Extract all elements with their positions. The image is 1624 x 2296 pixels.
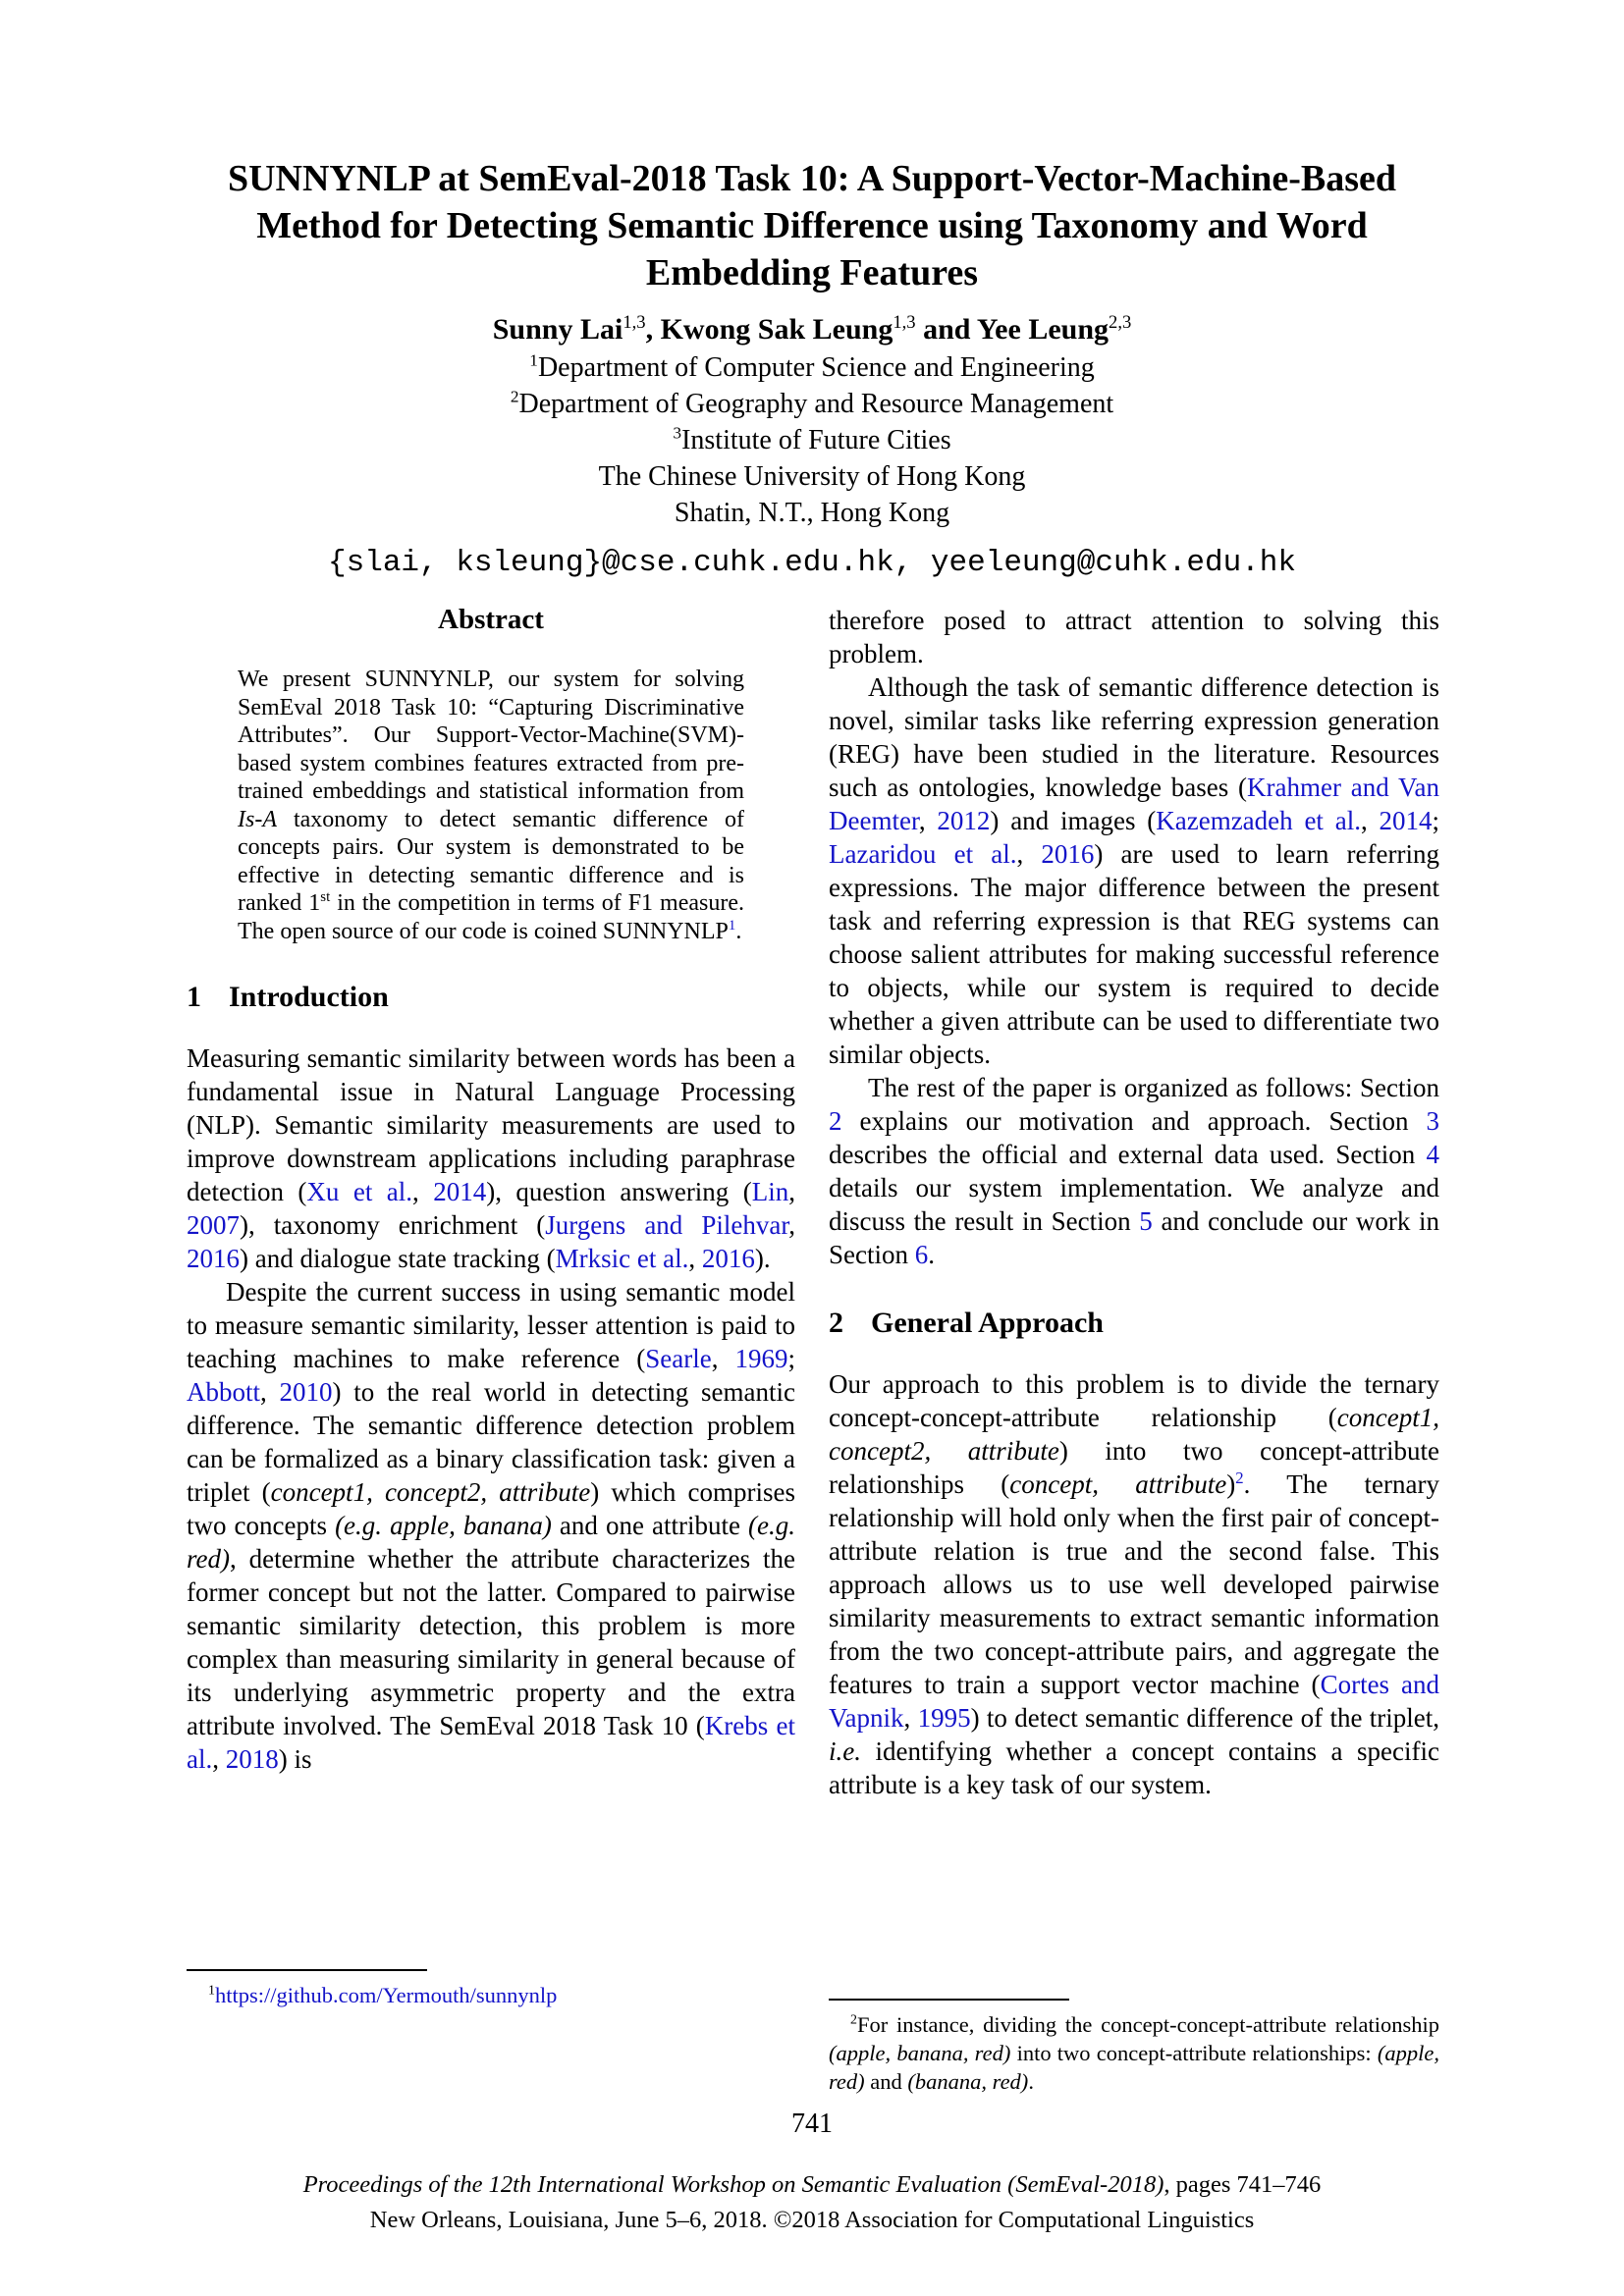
citation-link[interactable]: Kazemzadeh et al. — [1156, 806, 1361, 835]
text-segment: ) which comprises two concepts — [187, 1477, 795, 1540]
title-line: Embedding Features — [645, 252, 979, 294]
section-ref-link[interactable]: 6 — [914, 1240, 929, 1269]
text-segment: 1 — [529, 350, 538, 370]
text-segment: in the competition in terms of F1 measure. The open source of our code is coined SUNNYNLP — [238, 890, 744, 944]
section-ref-link[interactable]: 2 — [829, 1106, 842, 1136]
text-segment: . The ternary relationship will hold only when the first pair of concept-attribute relation is true and the second false. This approach allows us to use well developed pairwise similarity measurements to extract semantic information from the two concept-attribute pairs, and aggregate the features to train a support vector machine ( — [829, 1469, 1439, 1699]
citation-link[interactable]: Lazaridou et al. — [829, 839, 1017, 869]
text-segment: ) to the real world in detecting semantic difference. The semantic difference detection problem can be formalized as a binary classification task: given a triplet ( — [187, 1377, 795, 1507]
footnote-2-mark[interactable]: 2 — [1235, 1468, 1244, 1487]
text-segment: 2 — [850, 2012, 857, 2028]
affiliation-line — [0, 422, 1624, 458]
citation-link[interactable]: Searle — [645, 1344, 712, 1373]
text-segment: concept, attribute — [1009, 1469, 1227, 1499]
citation-link[interactable]: 2016 — [1041, 839, 1095, 869]
text-segment: , — [788, 1210, 795, 1240]
footer-proceedings-line — [0, 2167, 1624, 2203]
text-segment: i.e. — [829, 1736, 861, 1766]
text-segment: concept1, concept2, attribute — [829, 1403, 1439, 1466]
text-segment: We present SUNNYNLP, our system for solving SemEval 2018 Task 10: “Capturing Discriminative Attributes”. Our Support-Vector-Machine(SVM)-based system combines features extracted from pre-trained embeddings and statistical information from — [238, 667, 744, 804]
text-segment: (e.g. red) — [187, 1511, 795, 1574]
text-segment: Yee Leung — [976, 313, 1110, 346]
section-heading-general-approach — [829, 1307, 1439, 1340]
footnote-1-mark[interactable]: 1 — [728, 917, 736, 934]
text-segment: Department of Computer Science and Engineering — [537, 352, 1095, 383]
address-line — [0, 495, 1624, 531]
footnote-block — [187, 1969, 795, 2009]
footer-location-line: New Orleans, Louisiana, June 5–6, 2018. ©2018 Association for Computational Linguistics — [369, 2207, 1255, 2233]
paragraph-continuation — [829, 604, 1439, 670]
text-segment: . — [1028, 2069, 1034, 2094]
citation-link[interactable]: Xu et al. — [306, 1177, 413, 1206]
footer — [0, 2167, 1624, 2238]
text-segment: Sunny Lai — [492, 313, 623, 346]
text-segment: Institute of Future Cities — [681, 425, 951, 455]
text-segment: Kwong Sak Leung — [660, 313, 893, 346]
text-segment: ; — [1432, 806, 1440, 835]
text-segment: Our approach to this problem is to divide the ternary concept-concept-attribute relationship ( — [829, 1369, 1439, 1432]
text-segment: ) and images ( — [990, 806, 1157, 835]
section-heading-introduction — [187, 981, 795, 1014]
text-segment: ), question answering ( — [486, 1177, 752, 1206]
approach-paragraph — [829, 1367, 1439, 1801]
footnote-1 — [187, 1981, 795, 2009]
authors-line — [0, 310, 1624, 349]
text-segment: describes the official and external data used. Section — [829, 1140, 1427, 1169]
citation-link[interactable]: Abbott — [187, 1377, 261, 1407]
text-segment: Is-A — [238, 806, 277, 832]
section-ref-link[interactable]: 3 — [1426, 1106, 1439, 1136]
text-segment: , determine whether the attribute characterizes the former concept but not the latter. Compared to pairwise semantic similarity detection, this problem is more complex than measuring similarity in general because of its underlying asymmetric property and the extra attribute involved. The SemEval 2018 Task 10 ( — [187, 1544, 795, 1740]
citation-link[interactable]: Krahmer and Van Deemter — [829, 773, 1440, 835]
related-tasks-paragraph — [829, 670, 1439, 1071]
citation-link[interactable]: 2010 — [279, 1377, 333, 1407]
text-segment: identifying whether a concept contains a specific attribute is a key task of our system. — [829, 1736, 1439, 1799]
title-line: Method for Detecting Semantic Difference using Taxonomy and Word — [256, 205, 1368, 246]
text-segment: ) are used to learn referring expressions. The major difference between the present task and referring expression is that REG systems can choose salient attributes for making successful reference to objects, while our system is required to decide whether a given attribute can be used to differentiate two similar objects. — [829, 839, 1439, 1069]
section-ref-link[interactable]: 4 — [1426, 1140, 1439, 1169]
paper-outline-paragraph — [829, 1071, 1439, 1271]
text-segment: (apple, red) — [829, 2041, 1439, 2094]
footnote-2 — [829, 2010, 1439, 2096]
citation-link[interactable]: Krebs et al. — [187, 1711, 795, 1774]
text-segment: (banana, red) — [907, 2069, 1029, 2094]
intro-paragraph-1 — [187, 1041, 795, 1275]
text-segment: and — [864, 2069, 908, 2094]
text-segment: Department of Geography and Resource Management — [518, 389, 1114, 419]
text-segment: . — [928, 1240, 935, 1269]
text-segment: 1,3 — [623, 312, 646, 333]
text-segment: , — [412, 1177, 434, 1206]
text-segment: ), taxonomy enrichment ( — [240, 1210, 546, 1240]
text-segment: , — [645, 313, 661, 346]
text-segment: . — [735, 918, 742, 944]
section-title: Introduction — [229, 981, 389, 1013]
citation-link[interactable]: 1969 — [734, 1344, 788, 1373]
text-segment: ) — [1226, 1469, 1236, 1499]
text-segment: therefore posed to attract attention to solving this problem. — [829, 606, 1439, 668]
email-line: {slai, ksleung}@cse.cuhk.edu.hk, yeeleung@cuhk.edu.hk — [328, 546, 1296, 580]
text-segment: Shatin, N.T., Hong Kong — [674, 498, 950, 528]
footnote-rule — [187, 1969, 427, 1971]
text-segment: The rest of the paper is organized as follows: Section — [868, 1073, 1439, 1102]
text-segment: 1,3 — [893, 312, 916, 333]
citation-link[interactable]: Lin — [751, 1177, 789, 1206]
section-number: 1 — [187, 981, 201, 1013]
citation-link[interactable]: 1995 — [917, 1703, 971, 1733]
text-segment: ). — [754, 1244, 771, 1273]
text-segment: explains our motivation and approach. Section — [841, 1106, 1427, 1136]
citation-link[interactable]: 2014 — [1379, 806, 1433, 835]
text-segment: For instance, dividing the concept-concept-attribute relationship — [856, 2012, 1439, 2037]
citation-link[interactable]: 2016 — [701, 1244, 755, 1273]
text-segment: The Chinese University of Hong Kong — [598, 461, 1026, 492]
section-ref-link[interactable]: 5 — [1139, 1206, 1153, 1236]
text-segment: ) into two concept-attribute relationships ( — [829, 1436, 1440, 1499]
text-segment: , — [903, 1703, 918, 1733]
page-number: 741 — [791, 2109, 833, 2139]
text-segment: ) to detect semantic difference of the triplet, — [970, 1703, 1439, 1733]
citation-link[interactable]: Mrksic et al. — [555, 1244, 689, 1273]
footnote-rule — [829, 1999, 1069, 2001]
university-line — [0, 458, 1624, 495]
text-segment: , — [260, 1377, 280, 1407]
text-segment: , — [918, 806, 938, 835]
title-line: SUNNYNLP at SemEval-2018 Task 10: A Support-Vector-Machine-Based — [227, 158, 1397, 199]
text-segment: ) is — [278, 1744, 312, 1774]
text-segment: taxonomy to detect semantic difference of concepts pairs. Our system is demonstrated to be effective in detecting semantic difference and is ranked 1 — [238, 806, 744, 916]
text-segment: 1 — [208, 1983, 215, 1999]
text-segment: , — [1016, 839, 1042, 869]
text-segment: Despite the current success in using semantic model to measure semantic similarity, lesser attention is paid to teaching machines to make reference ( — [187, 1277, 795, 1373]
citation-link[interactable]: 2018 — [225, 1744, 279, 1774]
affiliation-line — [0, 349, 1624, 386]
section-title: General Approach — [871, 1307, 1104, 1339]
text-segment: Proceedings of the 12th International Workshop on Semantic Evaluation (SemEval-2018) — [302, 2171, 1164, 2198]
text-segment: , — [1360, 806, 1380, 835]
text-segment: , — [711, 1344, 735, 1373]
text-segment: details our system implementation. We analyze and discuss the result in Section — [829, 1173, 1439, 1236]
text-segment: (e.g. apple, banana) — [335, 1511, 552, 1540]
citation-link[interactable]: Jurgens and Pilehvar — [545, 1210, 789, 1240]
text-segment: into two concept-attribute relationships: — [1010, 2041, 1378, 2065]
citation-link[interactable]: 2016 — [187, 1244, 240, 1273]
title-block — [0, 155, 1624, 584]
citation-link[interactable]: Cortes and Vapnik — [829, 1670, 1440, 1733]
text-segment: and one attribute — [551, 1511, 749, 1540]
intro-paragraph-2 — [187, 1275, 795, 1776]
text-segment: , — [212, 1744, 226, 1774]
footnote-url-link[interactable]: https://github.com/Yermouth/sunnynlp — [214, 1983, 558, 2007]
citation-link[interactable]: 2007 — [187, 1210, 240, 1240]
citation-link[interactable]: 2012 — [937, 806, 991, 835]
section-number: 2 — [829, 1307, 843, 1339]
text-segment: , — [788, 1177, 795, 1206]
text-segment: , pages 741–746 — [1164, 2171, 1322, 2198]
footnote-block — [829, 1999, 1439, 2096]
text-segment: 2 — [510, 387, 519, 406]
citation-link[interactable]: 2014 — [433, 1177, 487, 1206]
abstract-text — [238, 666, 744, 945]
text-segment: Measuring semantic similarity between words has been a fundamental issue in Natural Language Processing (NLP). Semantic similarity measurements are used to improve downstream applications including paraphrase detection ( — [187, 1043, 795, 1206]
text-segment: 2,3 — [1109, 312, 1132, 333]
text-segment: and conclude our work in Section — [829, 1206, 1440, 1269]
left-column — [187, 604, 795, 2009]
affiliation-line — [0, 386, 1624, 422]
text-segment: 3 — [673, 423, 682, 443]
text-segment: ) and dialogue state tracking ( — [240, 1244, 556, 1273]
text-segment: ; — [787, 1344, 795, 1373]
text-segment: , — [688, 1244, 702, 1273]
text-segment: and — [915, 313, 977, 346]
text-segment: concept1, concept2, attribute — [270, 1477, 591, 1507]
text-segment: Although the task of semantic difference detection is novel, similar tasks like referring expression generation (REG) have been studied in the literature. Resources such as ontologies, knowledge bases ( — [829, 672, 1439, 802]
text-segment: (apple, banana, red) — [829, 2041, 1011, 2065]
right-column — [829, 604, 1439, 2096]
paper-title — [0, 155, 1624, 296]
text-segment: st — [320, 889, 331, 905]
abstract-heading: Abstract — [438, 604, 544, 635]
